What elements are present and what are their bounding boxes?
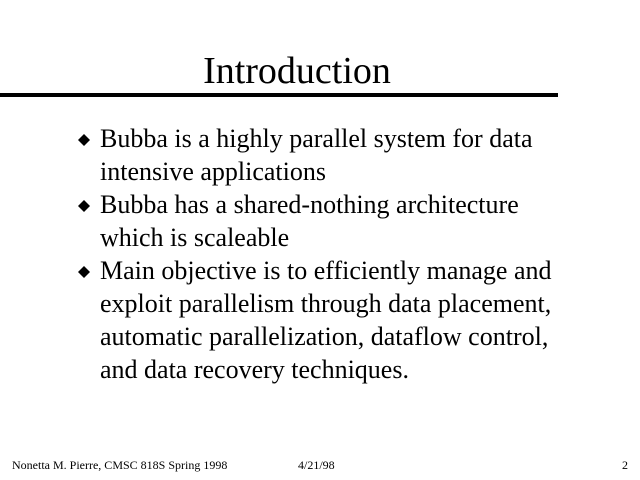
bullet-line: Bubba has a shared-nothing architecture xyxy=(100,190,519,219)
bullet-line: Main objective is to efficiently manage and xyxy=(100,256,552,285)
diamond-bullet-icon xyxy=(78,200,90,212)
bullet-line: intensive applications xyxy=(100,157,327,186)
slide-title: Introduction xyxy=(203,50,391,92)
bullet-item xyxy=(0,254,620,386)
footer-page-number: 2 xyxy=(622,458,628,472)
bullet-line: and data recovery techniques. xyxy=(100,355,409,384)
bullet-line: Bubba is a highly parallel system for data xyxy=(100,124,533,153)
bullet-line: exploit parallelism through data placement, xyxy=(100,289,552,318)
diamond-bullet-icon xyxy=(78,134,90,146)
bullet-line: automatic parallelization, dataflow control, xyxy=(100,322,549,351)
bullet-list xyxy=(0,122,620,386)
diamond-bullet-icon xyxy=(78,266,90,278)
bullet-line: which is scaleable xyxy=(100,223,290,252)
footer-author: Nonetta M. Pierre, CMSC 818S Spring 1998 xyxy=(12,458,228,472)
footer-date: 4/21/98 xyxy=(298,458,335,472)
bullet-item xyxy=(0,188,620,254)
title-underline xyxy=(0,93,558,97)
bullet-item xyxy=(0,122,620,188)
